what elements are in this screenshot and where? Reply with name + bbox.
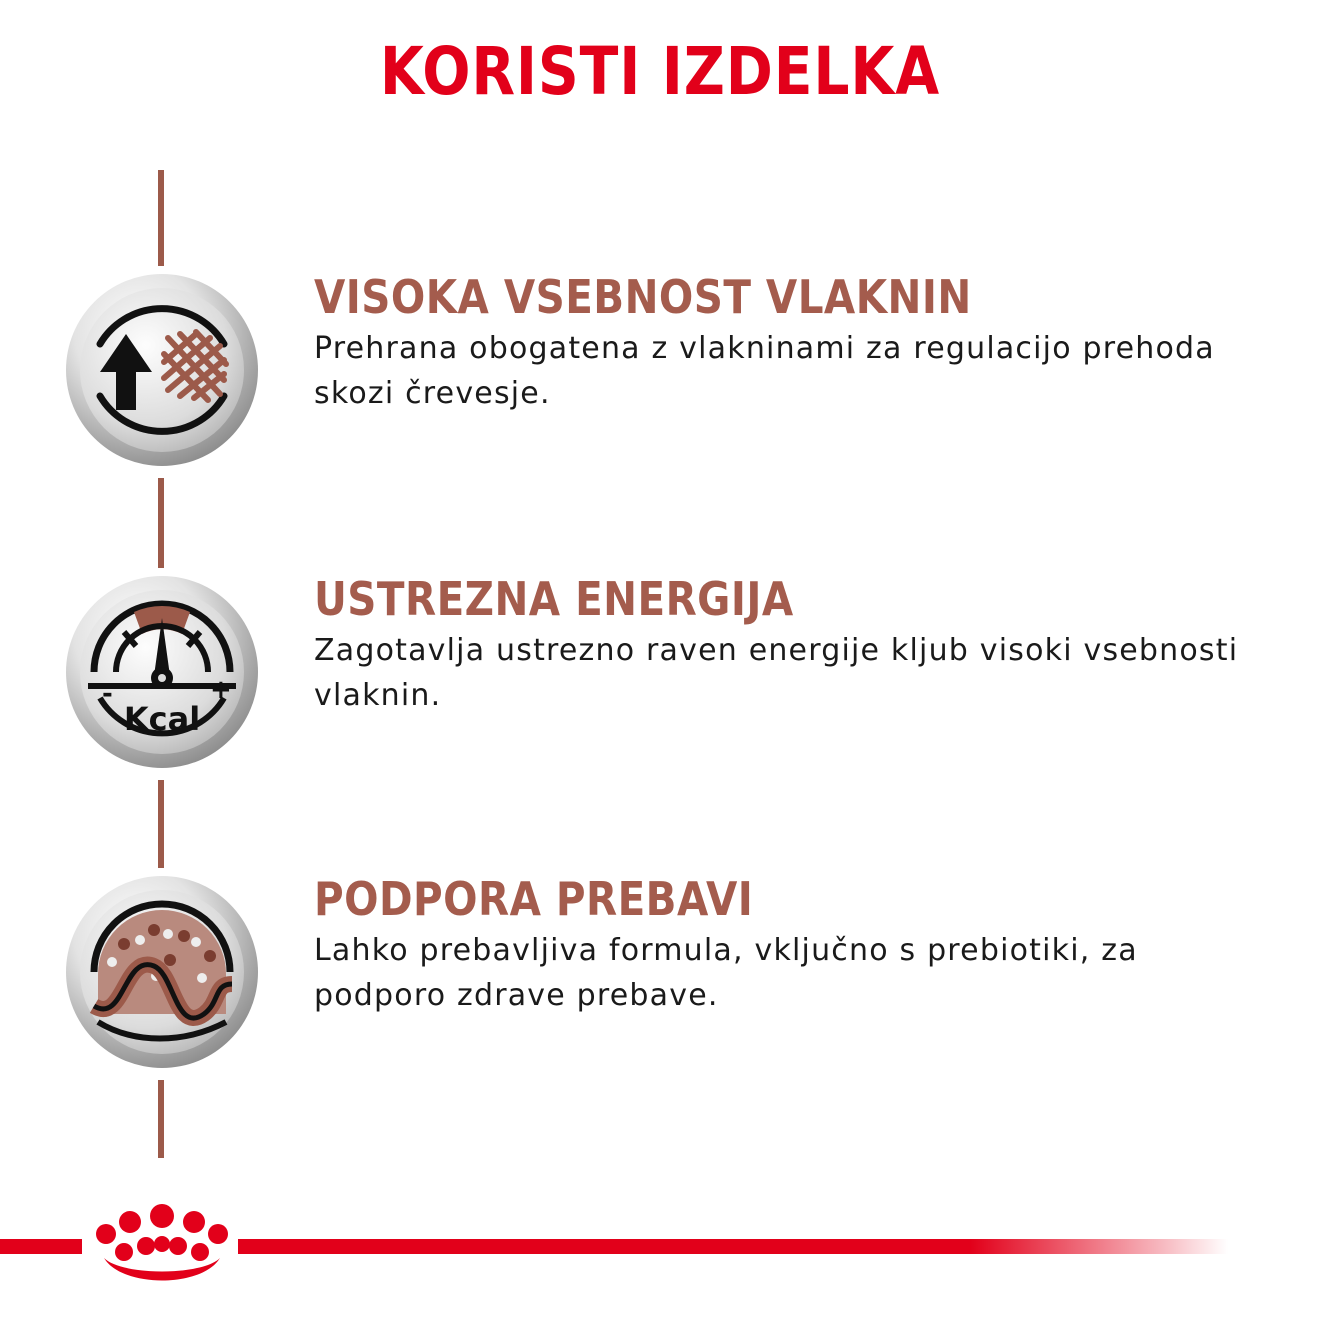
brand-bar-right [238,1239,1228,1254]
gauge-minus-label: - [102,679,113,709]
benefit-title: PODPORA PREBAVI [314,872,754,926]
benefit-description: Zagotavlja ustrezno raven energije kljub visoki vsebnosti vlaknin. [314,633,1239,713]
brand-bar-left [0,1239,82,1254]
benefit-digestion [314,872,1274,1018]
timeline-segment [158,478,164,568]
digestion-intestine-icon [64,874,260,1070]
timeline-segment [158,1080,164,1158]
benefit-description: Prehrana obogatena z vlakninami za regulacijo prehoda skozi črevesje. [314,331,1215,411]
gauge-kcal-label: Kcal [123,700,201,738]
benefit-energy [314,572,1274,718]
benefit-description: Lahko prebavljiva formula, vključno s prebiotiki, za podporo zdrave prebave. [314,933,1138,1013]
page-title: KORISTI IZDELKA [379,33,941,110]
gauge-plus-label: + [210,675,232,705]
kcal-gauge-icon [64,574,260,770]
benefit-high-fiber [314,270,1274,416]
benefit-title: VISOKA VSEBNOST VLAKNIN [314,270,972,324]
benefit-title: USTREZNA ENERGIJA [314,572,794,626]
timeline-segment [158,780,164,868]
royal-canin-crown-logo [92,1198,232,1290]
timeline-segment [158,170,164,266]
fiber-arrow-up-icon [64,272,260,468]
